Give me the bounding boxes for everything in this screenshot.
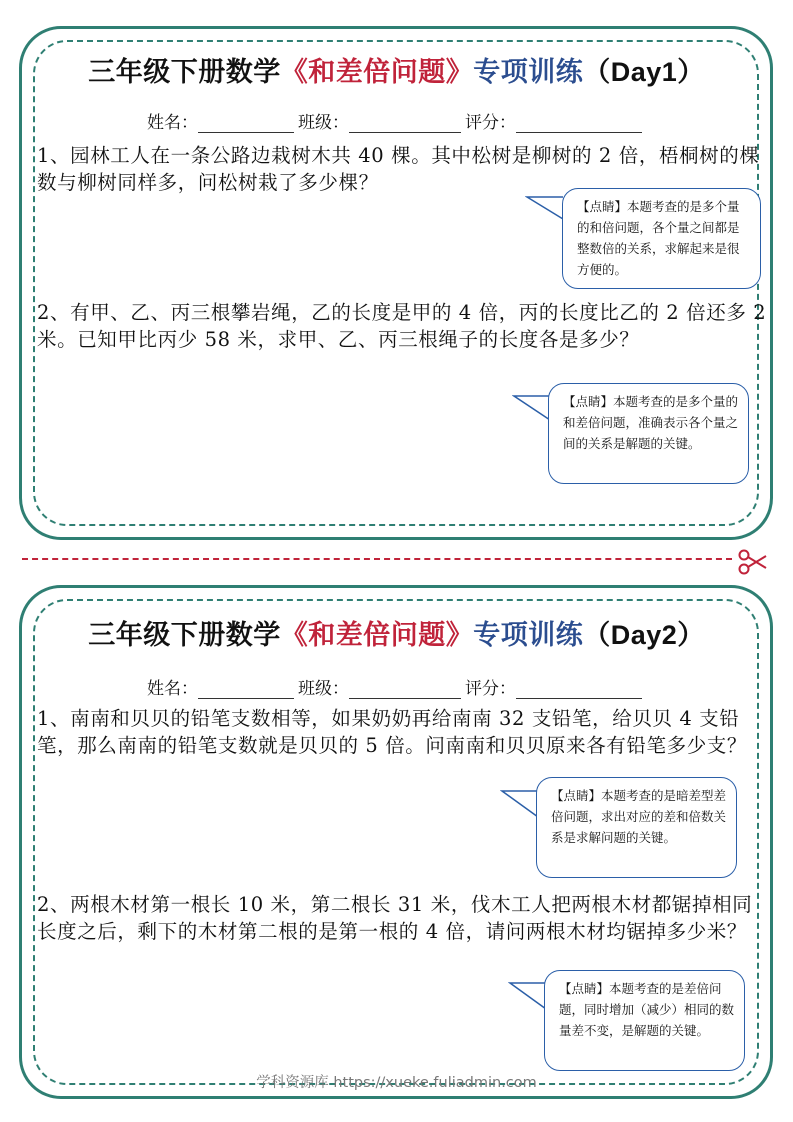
day1-question-1: 1、园林工人在一条公路边栽树木共 40 棵。其中松树是柳树的 2 倍，梧桐树的棵数与柳树同样多，问松树栽了多少棵？ xyxy=(37,144,760,194)
day1-class-label: 班级： xyxy=(298,113,349,133)
scissors-icon xyxy=(738,549,768,575)
day2-title xyxy=(0,613,793,652)
day1-question-2: 2、有甲、乙、丙三根攀岩绳，乙的长度是甲的 4 倍，丙的长度比乙的 2 倍还多 2 米。已知甲比丙少 58 米，求甲、乙、丙三根绳子的长度各是多少？ xyxy=(37,301,767,351)
day2-name-blank[interactable] xyxy=(198,680,294,699)
speech-bubble-tail-icon xyxy=(525,193,565,223)
day2-hint-1: 【点睛】本题考查的是暗差型差倍问题，求出对应的差和倍数关系是求解问题的关键。 xyxy=(536,777,737,878)
day2-question-1: 1、南南和贝贝的铅笔支数相等，如果奶奶再给南南 32 支铅笔，给贝贝 4 支铅笔，那么南南的铅笔支数就是贝贝的 5 倍。问南南和贝贝原来各有铅笔多少支？ xyxy=(37,707,748,757)
day1-title-topic: 《和差倍问题》 xyxy=(280,57,474,88)
day1-hint-1: 【点睛】本题考查的是多个量的和倍问题，各个量之间都是整数倍的关系，求解起来是很方便的。 xyxy=(562,188,761,289)
speech-bubble-tail-icon xyxy=(500,787,540,821)
day2-hint-2: 【点睛】本题考查的是差倍问题，同时增加（减少）相同的数量差不变，是解题的关键。 xyxy=(544,970,745,1071)
speech-bubble-tail-icon xyxy=(508,979,548,1013)
speech-bubble-tail-icon xyxy=(512,392,552,424)
day1-score-label: 评分： xyxy=(465,113,516,133)
day1-class-blank[interactable] xyxy=(349,114,461,133)
day1-info-fields xyxy=(0,108,793,133)
day1-title-suffix: 专项训练 xyxy=(473,57,584,88)
day2-title-day: （Day2） xyxy=(583,620,705,650)
day2-title-topic: 《和差倍问题》 xyxy=(280,620,474,651)
day2-title-suffix: 专项训练 xyxy=(473,620,584,651)
day2-class-label: 班级： xyxy=(298,679,349,699)
day2-name-label: 姓名： xyxy=(147,679,198,699)
day2-score-label: 评分： xyxy=(465,679,516,699)
day1-title-day: （Day1） xyxy=(583,57,705,87)
day1-hint-2: 【点睛】本题考查的是多个量的和差倍问题，准确表示各个量之间的关系是解题的关键。 xyxy=(548,383,749,484)
day2-question-2: 2、两根木材第一根长 10 米，第二根长 31 米，伐木工人把两根木材都锯掉相同长度之后，剩下的木材第二根的是第一根的 4 倍，请问两根木材均锯掉多少米？ xyxy=(37,893,753,943)
day2-info-fields xyxy=(0,674,793,699)
day1-name-label: 姓名： xyxy=(147,113,198,133)
day1-title xyxy=(0,50,793,89)
day1-title-prefix: 三年级下册数学 xyxy=(88,57,281,88)
day2-title-prefix: 三年级下册数学 xyxy=(88,620,281,651)
day1-name-blank[interactable] xyxy=(198,114,294,133)
cut-line xyxy=(22,558,732,560)
day1-score-blank[interactable] xyxy=(516,114,642,133)
day2-score-blank[interactable] xyxy=(516,680,642,699)
footer-watermark: 学科资源库 https://xueke.fuliadmin.com xyxy=(256,1075,537,1091)
day2-class-blank[interactable] xyxy=(349,680,461,699)
